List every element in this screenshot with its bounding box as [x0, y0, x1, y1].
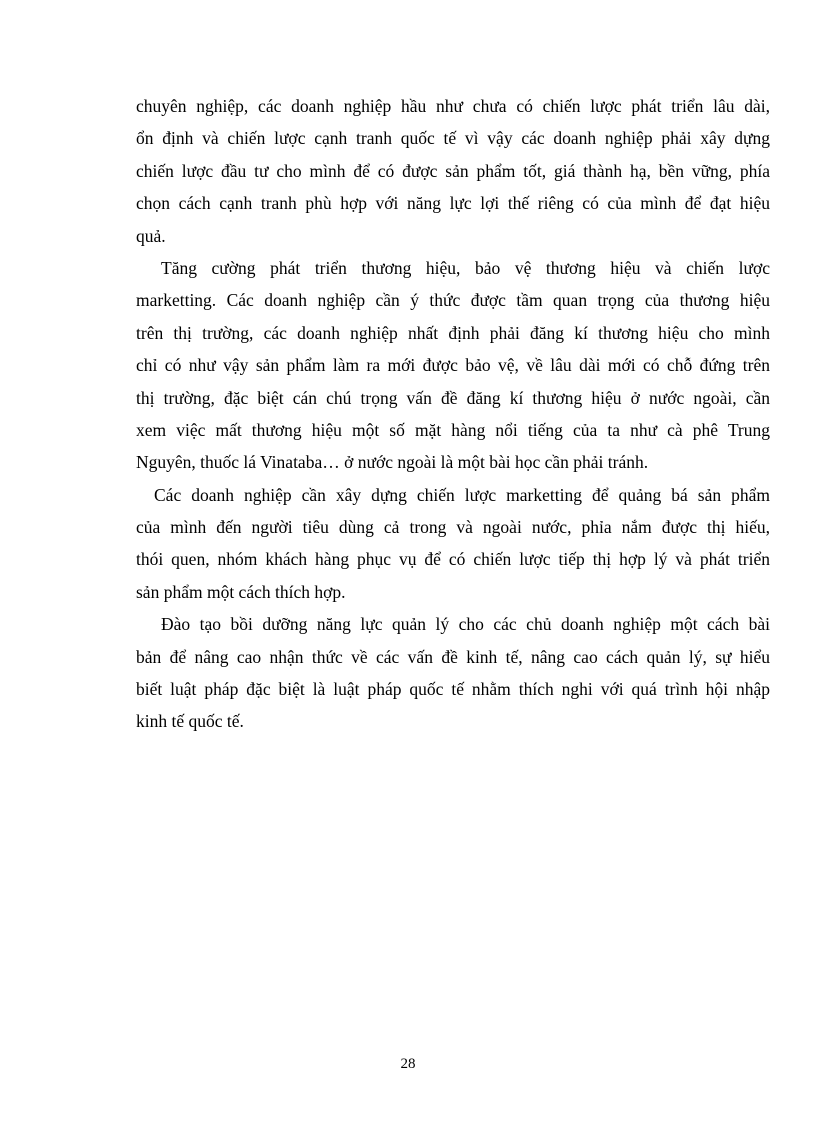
paragraph-3-line-3: thói quen, nhóm khách hàng phục vụ để có chiến lược tiếp thị hợp lý và phát triển — [136, 549, 770, 570]
paragraph-4-line-3: biết luật pháp đặc biệt là luật pháp quốc tế nhằm thích nghi với quá trình hội nhập — [136, 679, 770, 700]
paragraph-2-line-5: thị trường, đặc biệt cán chú trọng vấn đề đăng kí thương hiệu ở nước ngoài, cần — [136, 387, 770, 408]
paragraph-1-line-3: chiến lược đầu tư cho mình để có được sản phẩm tốt, giá thành hạ, bền vững, phía — [136, 160, 770, 181]
paragraph-4-line-4: kinh tế quốc tế. — [136, 711, 244, 732]
paragraph-4-line-1: Đào tạo bồi dưỡng năng lực quản lý cho các chủ doanh nghiệp một cách bài — [161, 614, 770, 635]
body-text — [136, 90, 770, 738]
paragraph-3-line-4: sản phẩm một cách thích hợp. — [136, 581, 346, 602]
paragraph-2-line-3: trên thị trường, các doanh nghiệp nhất định phải đăng kí thương hiệu cho mình — [136, 322, 770, 343]
paragraph-2-line-4: chỉ có như vậy sản phẩm làm ra mới được bảo vệ, về lâu dài mới có chỗ đứng trên — [136, 355, 770, 376]
paragraph-1-line-4: chọn cách cạnh tranh phù hợp với năng lực lợi thế riêng có của mình để đạt hiệu — [136, 193, 770, 214]
paragraph-2-line-7: Nguyên, thuốc lá Vinataba… ở nước ngoài là một bài học cần phải tránh. — [136, 452, 649, 473]
paragraph-2-line-2: marketting. Các doanh nghiệp cần ý thức được tầm quan trọng của thương hiệu — [136, 290, 770, 311]
paragraph-4-line-2: bản để nâng cao nhận thức về các vấn đề kinh tế, nâng cao cách quản lý, sự hiểu — [136, 646, 770, 667]
page-number: 28 — [400, 1056, 416, 1072]
paragraph-3-line-2: của mình đến người tiêu dùng cả trong và ngoài nước, phỉa nắm được thị hiếu, — [136, 517, 770, 538]
paragraph-1-line-5: quả. — [136, 225, 166, 246]
paragraph-1-line-1: chuyên nghiệp, các doanh nghiệp hầu như chưa có chiến lược phát triển lâu dài, — [136, 96, 770, 116]
paragraph-2-line-1: Tăng cường phát triển thương hiệu, bảo vệ thương hiệu và chiến lược — [161, 257, 770, 278]
paragraph-1-line-2: ổn định và chiến lược cạnh tranh quốc tế vì vậy các doanh nghiệp phải xây dựng — [136, 128, 770, 149]
paragraph-2-line-6: xem việc mất thương hiệu một số mặt hàng nổi tiếng của ta như cà phê Trung — [136, 419, 770, 440]
paragraph-3-line-1: Các doanh nghiệp cần xây dựng chiến lược marketting để quảng bá sản phẩm — [154, 484, 770, 505]
